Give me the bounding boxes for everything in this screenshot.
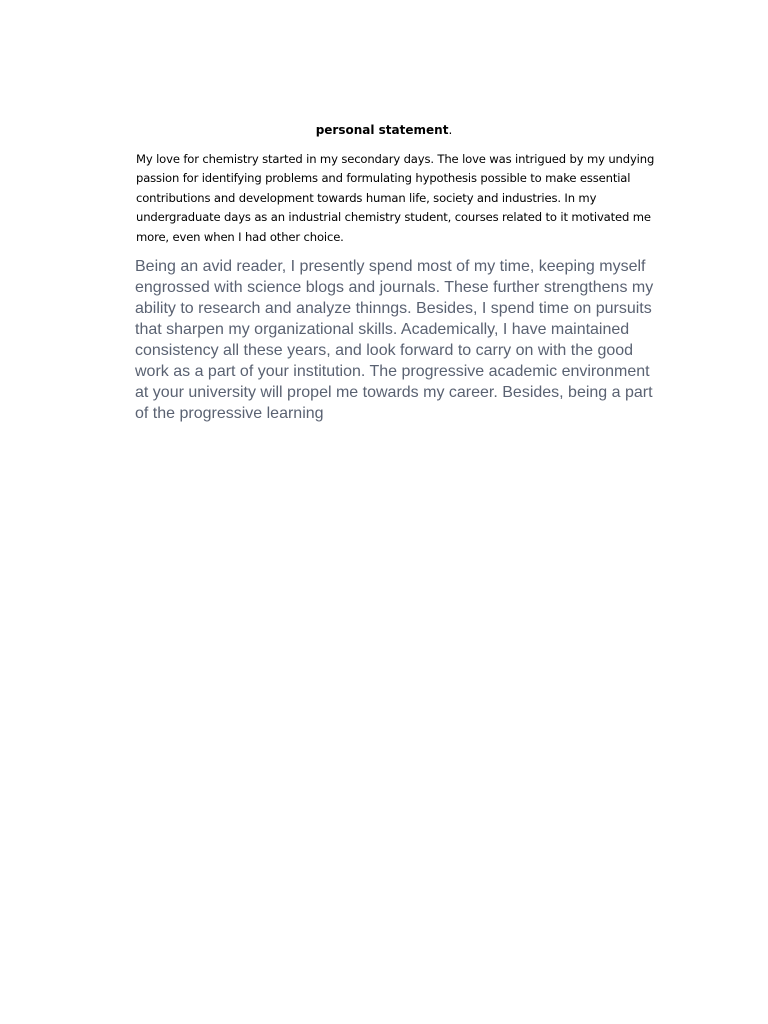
title-text: personal statement (315, 123, 449, 137)
paragraph-line: ability to research and analyze thinngs. Besides, I spend time on pursuits (135, 300, 652, 317)
paragraph-line: contributions and development towards human life, society and industries. In my (136, 190, 597, 205)
paragraph-line: Being an avid reader, I presently spend most of my time, keeping myself (135, 258, 646, 275)
paragraph-line: of the progressive learning (135, 405, 324, 422)
paragraph-line: more, even when I had other choice. (136, 229, 344, 244)
title-period: . (448, 123, 453, 137)
paragraph-line: work as a part of your institution. The progressive academic environment (135, 363, 650, 380)
paragraph-line: that sharpen my organizational skills. Academically, I have maintained (135, 321, 630, 338)
paragraph-line: My love for chemistry started in my secondary days. The love was intrigued by my undying (136, 152, 655, 166)
paragraph-line: engrossed with science blogs and journals. These further strengthens my (135, 279, 654, 296)
paragraph-line: consistency all these years, and look forward to carry on with the good (135, 342, 634, 359)
paragraph-line: undergraduate days as an industrial chemistry student, courses related to it motivated me (136, 210, 651, 225)
paragraph-line: at your university will propel me towards my career. Besides, being a part (135, 384, 653, 401)
paragraph-chemistry-love (136, 150, 656, 247)
paragraph-avid-reader (135, 256, 695, 424)
paragraph-line: passion for identifying problems and formulating hypothesis possible to make essential (136, 171, 631, 186)
document-title (0, 121, 768, 139)
